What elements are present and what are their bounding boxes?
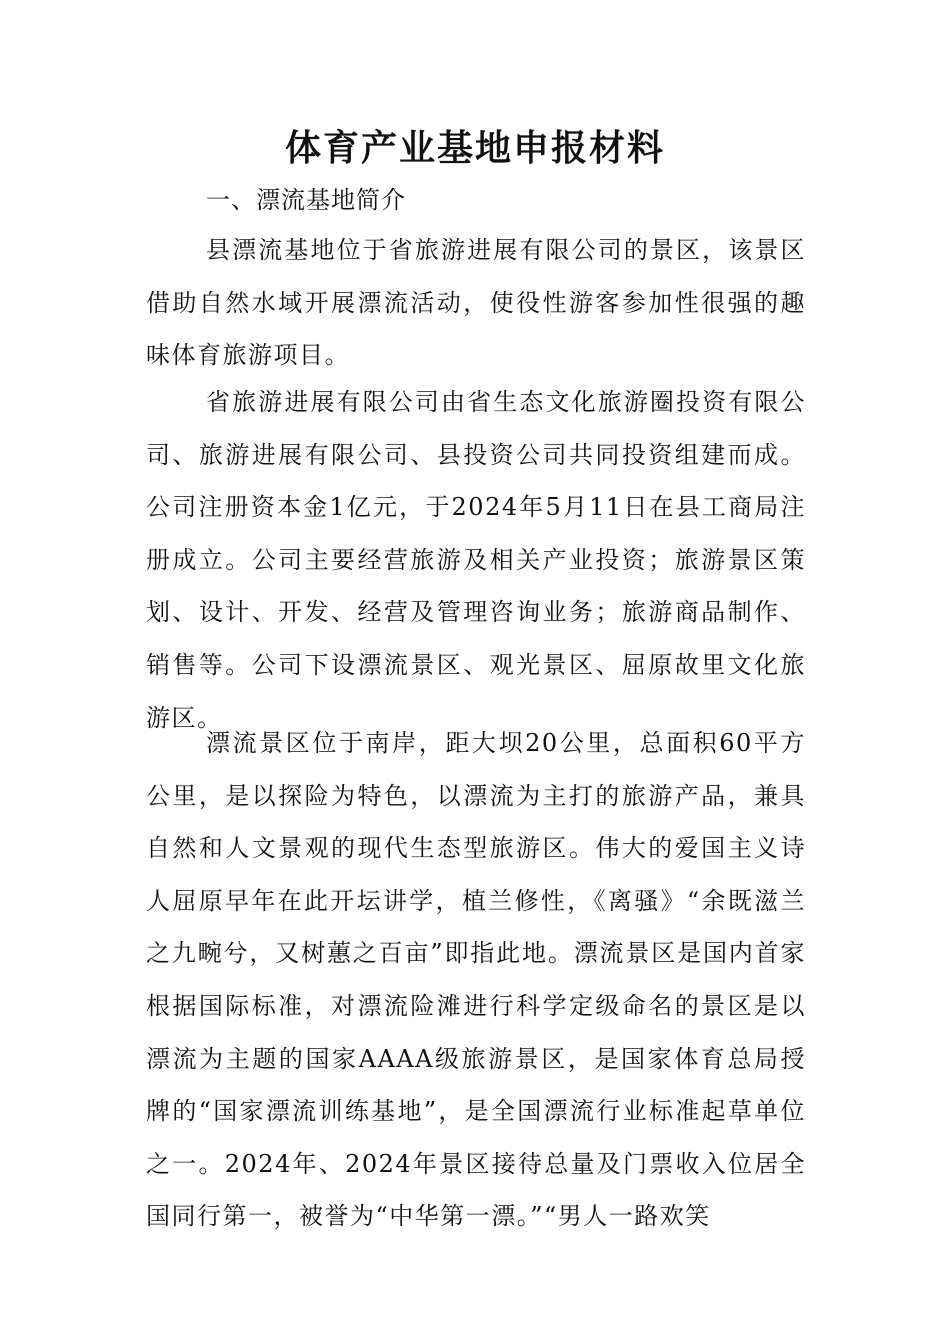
section-heading: 一、漂流基地简介 bbox=[206, 186, 406, 214]
paragraph-scenic-area: 漂流景区位于南岸，距大坝20公里，总面积60平方公里，是以探险为特色，以漂流为主打的旅游产品，兼具自然和人文景观的现代生态型旅游区。伟大的爱国主义诗人屈原早年在此开坛讲学，植兰修性，《离骚》“余既滋兰之九畹兮，又树蕙之百亩”即指此地。漂流景区是国内首家根据国际标准，对漂流险滩进行科学定级命名的景区是以漂流为主题的国家AAAA级旅游景区，是国家体育总局授牌的“国家漂流训练基地”，是全国漂流行业标准起草单位之一。2024年、2024年景区接待总量及门票收入位居全国同行第一，被誉为“中华第一漂。”“男人一路欢笑 bbox=[146, 729, 806, 1231]
paragraph-intro: 县漂流基地位于省旅游进展有限公司的景区，该景区借助自然水域开展漂流活动，使役性游客参加性很强的趣味体育旅游项目。 bbox=[146, 236, 806, 370]
paragraph-company: 省旅游进展有限公司由省生态文化旅游圈投资有限公司、旅游进展有限公司、县投资公司共同投资组建而成。公司注册资本金1亿元，于2024年5月11日在县工商局注册成立。公司主要经营旅游及相关产业投资；旅游景区策划、设计、开发、经营及管理咨询业务；旅游商品制作、销售等。公司下设漂流景区、观光景区、屈原故里文化旅游区。 bbox=[146, 388, 806, 732]
document-title: 体育产业基地申报材料 bbox=[284, 128, 665, 169]
